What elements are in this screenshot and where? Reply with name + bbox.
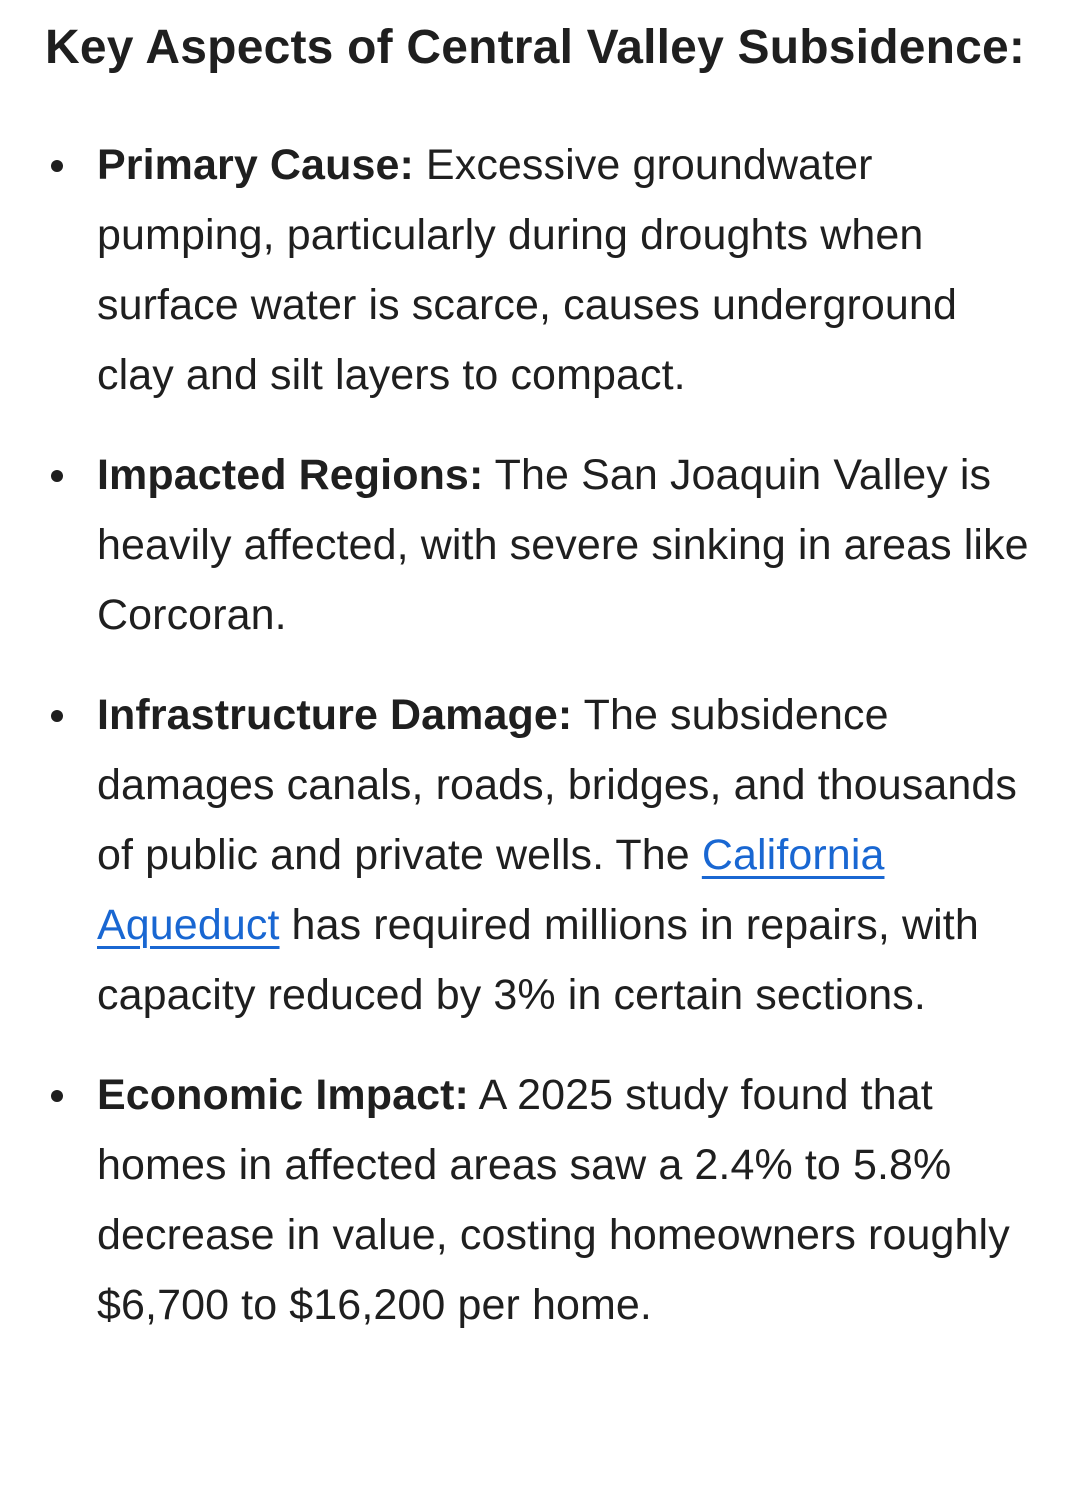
list-item-economic-impact: [45, 1060, 1035, 1340]
bullet-lead: Impacted Regions:: [97, 451, 484, 499]
bullet-lead: Primary Cause:: [97, 141, 414, 189]
list-item-infrastructure-damage: [45, 680, 1035, 1030]
bullet-text: has required millions in repairs, with capacity reduced by 3% in certain sections.: [97, 901, 979, 1019]
bullet-lead: Economic Impact:: [97, 1071, 469, 1119]
bullet-text: The subsidence damages canals, roads, bridges, and thousands of public and private wells. The: [97, 691, 1018, 879]
bullet-text: A 2025 study found that homes in affected areas saw a 2.4% to 5.8% decrease in value, costing homeowners roughly $6,700 to $16,200 per home.: [97, 1071, 1010, 1329]
bullet-text: Excessive groundwater pumping, particularly during droughts when surface water is scarce, causes underground clay and silt layers to compact.: [97, 141, 957, 399]
bullet-list: [45, 130, 1035, 1340]
bullet-text: The San Joaquin Valley is heavily affected, with severe sinking in areas like Corcoran.: [97, 451, 1029, 639]
document-body: [0, 12, 1080, 1340]
bullet-lead: Infrastructure Damage:: [97, 691, 573, 739]
list-item-primary-cause: [45, 130, 1035, 410]
page-title: Key Aspects of Central Valley Subsidence:: [45, 21, 1026, 74]
california-aqueduct-link[interactable]: California Aqueduct: [97, 831, 885, 949]
list-item-impacted-regions: [45, 440, 1035, 650]
